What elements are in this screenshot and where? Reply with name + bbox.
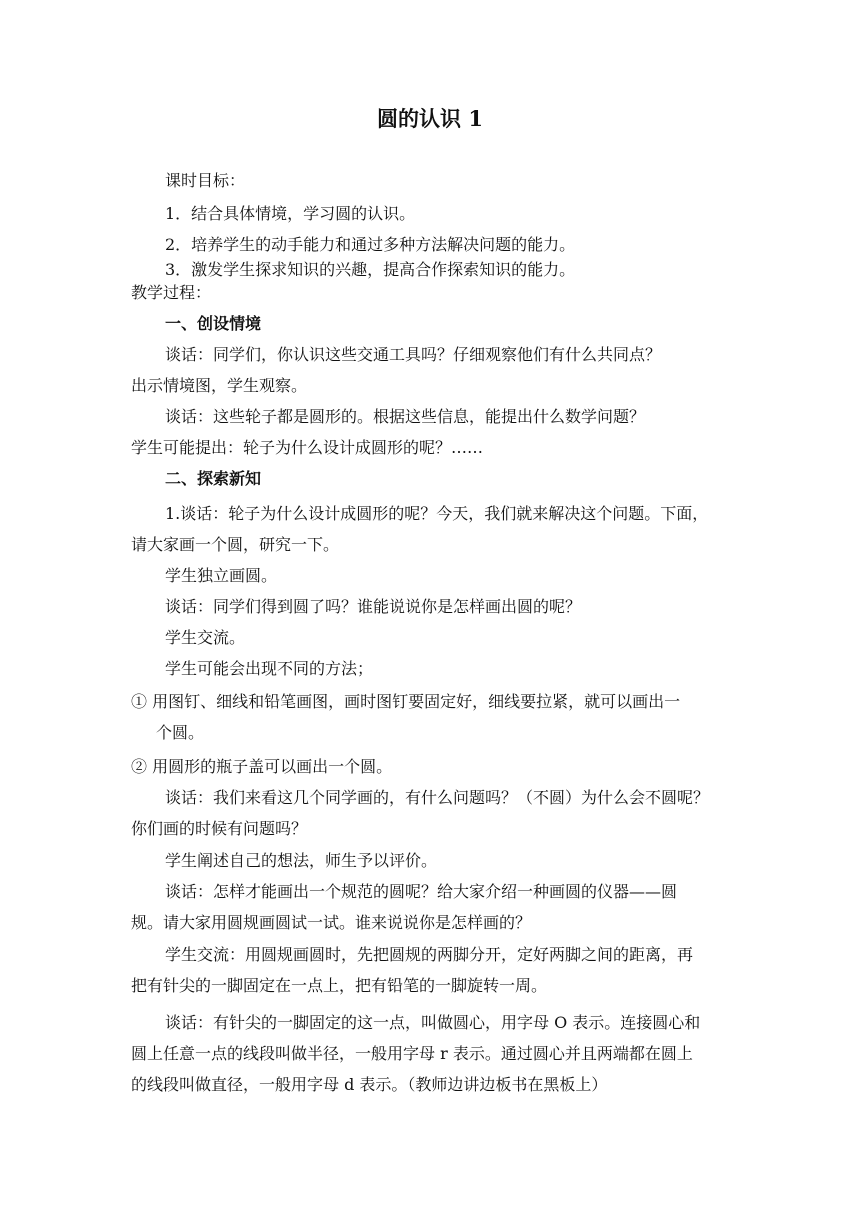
section-label-objectives: 课时目标： (165, 171, 246, 190)
objective-item-3: 3．激发学生探求知识的兴趣，提高合作探索知识的能力。 (165, 260, 576, 279)
paragraph-line: 出示情境图，学生观察。 (131, 376, 308, 395)
heading-explore-new: 二、探索新知 (165, 469, 262, 488)
paragraph-line: 学生阐述自己的想法，师生予以评价。 (165, 851, 438, 870)
paragraph-line: 的线段叫做直径，一般用字母 d 表示。（教师边讲边板书在黑板上） (131, 1075, 608, 1094)
paragraph-line: 请大家画一个圆，研究一下。 (131, 535, 340, 554)
paragraph-line: 学生交流。 (165, 628, 246, 647)
paragraph-line: 谈话：我们来看这几个同学画的，有什么问题吗？（不圆）为什么会不圆呢？ (165, 788, 710, 807)
paragraph-line: 谈话：怎样才能画出一个规范的圆呢？给大家介绍一种画圆的仪器——圆 (165, 882, 678, 901)
paragraph-line: 谈话：同学们得到圆了吗？谁能说说你是怎样画出圆的呢？ (165, 597, 582, 616)
paragraph-line: 规。请大家用圆规画圆试一试。谁来说说你是怎样画的？ (131, 913, 532, 932)
document-title: 圆的认识 1 (377, 106, 483, 131)
paragraph-line: 学生交流：用圆规画圆时，先把圆规的两脚分开，定好两脚之间的距离，再 (165, 945, 694, 964)
method-item-1: ① 用图钉、细线和铅笔画图，画时图钉要固定好，细线要拉紧，就可以画出一 (131, 692, 681, 711)
paragraph-line: 谈话：有针尖的一脚固定的这一点，叫做圆心，用字母 O 表示。连接圆心和 (165, 1013, 701, 1032)
paragraph-line: 学生可能会出现不同的方法； (165, 659, 374, 678)
objective-item-1: 1．结合具体情境，学习圆的认识。 (165, 204, 416, 223)
paragraph-line: 学生可能提出：轮子为什么设计成圆形的呢？…… (131, 438, 484, 457)
heading-create-situation: 一、创设情境 (165, 314, 262, 333)
paragraph-line: 学生独立画圆。 (165, 566, 278, 585)
paragraph-line: 谈话：这些轮子都是圆形的。根据这些信息，能提出什么数学问题？ (165, 407, 646, 426)
objective-item-2: 2．培养学生的动手能力和通过多种方法解决问题的能力。 (165, 235, 576, 254)
paragraph-line: 圆上任意一点的线段叫做半径，一般用字母 r 表示。通过圆心并且两端都在圆上 (131, 1044, 693, 1063)
paragraph-line: 谈话：同学们，你认识这些交通工具吗？仔细观察他们有什么共同点？ (165, 345, 662, 364)
method-item-1-continued: 个圆。 (156, 723, 205, 742)
paragraph-line: 1.谈话：轮子为什么设计成圆形的呢？今天，我们就来解决这个问题。下面， (165, 504, 709, 523)
paragraph-line: 你们画的时候有问题吗？ (131, 819, 308, 838)
paragraph-line: 把有针尖的一脚固定在一点上，把有铅笔的一脚旋转一周。 (131, 976, 548, 995)
section-label-process: 教学过程： (131, 283, 212, 302)
method-item-2: ② 用圆形的瓶子盖可以画出一个圆。 (131, 757, 393, 776)
